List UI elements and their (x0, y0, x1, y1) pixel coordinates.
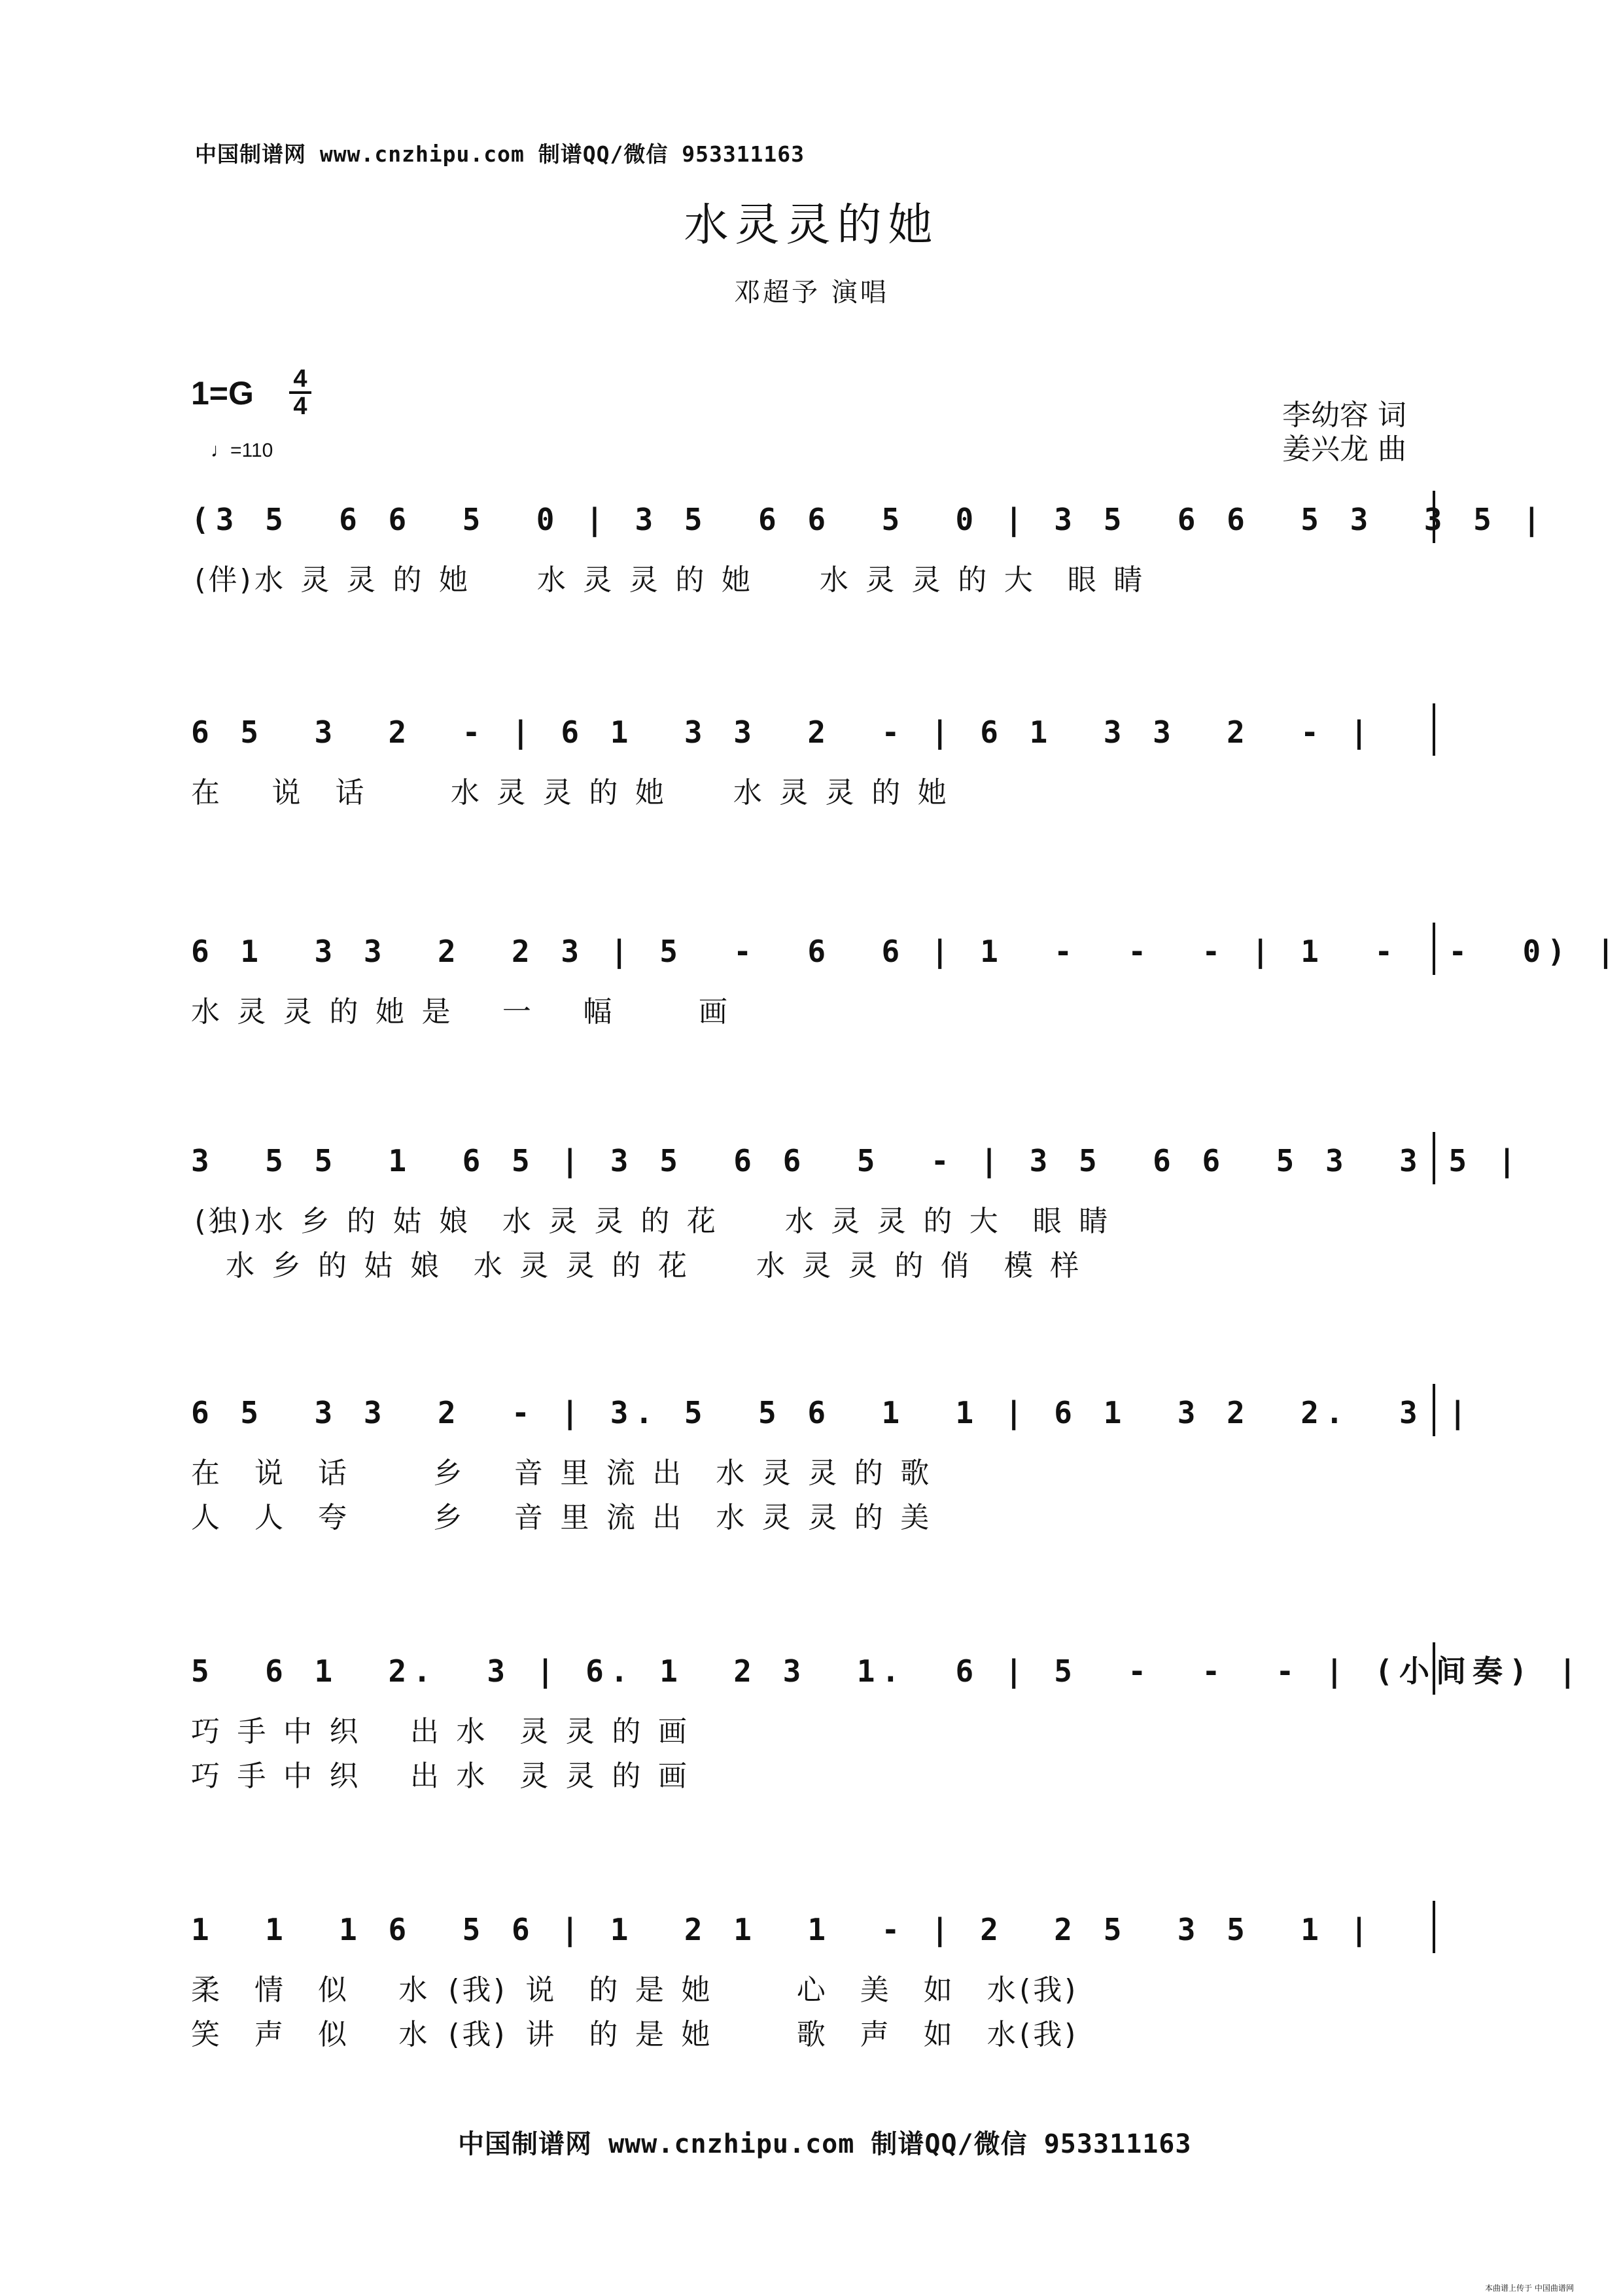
lyric-line: 柔 情 似 水 (我) 说 的 是 她 心 美 如 水(我) (191, 1973, 1079, 2007)
notation-line: 6 5 3 2 - | 6 1 3 3 2 - | 6 1 3 3 2 - | (191, 715, 1375, 750)
footer-line: 中国制谱网 www.cnzhipu.com 制谱QQ/微信 953311163 (458, 2129, 1192, 2159)
notation-line: 5 6 1 2. 3 | 6. 1 2 3 1. 6 | 5 - - - | (小间奏) | (191, 1653, 1584, 1689)
notation-line: 3 5 5 1 6 5 | 3 5 6 6 5 - | 3 5 6 6 5 3 3 5 | (191, 1143, 1523, 1178)
tempo-value: =110 (230, 440, 273, 461)
lyric-line: 巧 手 中 织 出 水 灵 灵 的 画 (191, 1759, 687, 1793)
composer-credit: 姜兴龙 曲 (1282, 433, 1406, 466)
lyric-line: 人 人 夸 乡 音 里 流 出 水 灵 灵 的 美 (191, 1501, 930, 1534)
upload-stamp: 本曲谱上传于 中国曲谱网 (1485, 2284, 1574, 2293)
lyric-line: 在 说 话 乡 音 里 流 出 水 灵 灵 的 歌 (191, 1457, 930, 1490)
notation-line: (3 5 6 6 5 0 | 3 5 6 6 5 0 | 3 5 6 6 5 3 3 5 | (191, 502, 1548, 537)
lyric-line: 在 说 话 水 灵 灵 的 她 水 灵 灵 的 她 (191, 776, 947, 809)
notation-line: 6 5 3 3 2 - | 3. 5 5 6 1 1 | 6 1 3 2 2. 3 | (191, 1395, 1474, 1430)
key-signature: 1=G (191, 375, 254, 412)
lyric-line: (独)水 乡 的 姑 娘 水 灵 灵 的 花 水 灵 灵 的 大 眼 睛 (191, 1205, 1108, 1238)
time-bottom: 4 (293, 393, 307, 420)
lyric-line: (伴)水 灵 灵 的 她 水 灵 灵 的 她 水 灵 灵 的 大 眼 睛 (191, 563, 1143, 597)
lyric-line: 水 乡 的 姑 娘 水 灵 灵 的 花 水 灵 灵 的 俏 模 样 (191, 1249, 1079, 1282)
header-line: 中国制谱网 www.cnzhipu.com 制谱QQ/微信 953311163 (195, 141, 805, 167)
lyric-line: 巧 手 中 织 出 水 灵 灵 的 画 (191, 1715, 687, 1748)
notation-line: 1 1 1 6 5 6 | 1 2 1 1 - | 2 2 5 3 5 1 | (191, 1912, 1375, 1947)
notation-line: 6 1 3 3 2 2 3 | 5 - 6 6 | 1 - - - | 1 - - 0) | (191, 934, 1622, 969)
time-top: 4 (293, 365, 307, 393)
lyric-line: 笑 声 似 水 (我) 讲 的 是 她 歌 声 如 水(我) (191, 2018, 1079, 2051)
lyricist-credit: 李幼容 词 (1282, 398, 1406, 432)
performer: 邓超予 演唱 (734, 277, 889, 308)
song-title: 水灵灵的她 (684, 200, 939, 251)
quarter-note-icon: ♩ (211, 440, 230, 461)
lyric-line: 水 灵 灵 的 她 是 一 幅 画 (191, 995, 727, 1029)
